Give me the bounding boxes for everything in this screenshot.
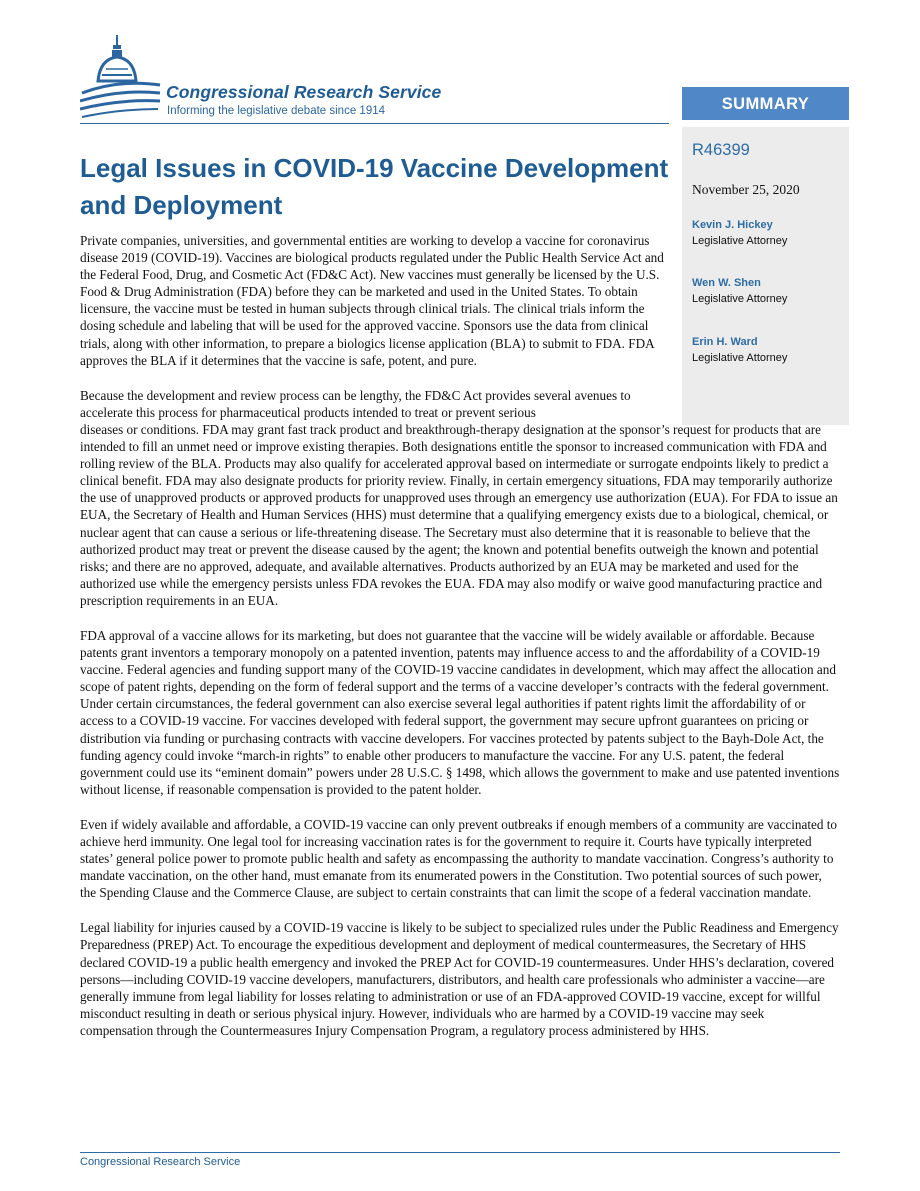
- report-date: November 25, 2020: [692, 182, 800, 197]
- paragraph: Legal liability for injuries caused by a COVID-19 vaccine is likely to be subject to specialized rules under the Public Readiness and Emergency Preparedness (PREP) Act. To encourage the expeditious development and deployment of medical countermeasures, the Secretary of HHS declared COVID-19 a public health emergency and invoked the PREP Act for COVID-19 countermeasures. Under HHS’s declaration, covered persons—including COVID-19 vaccine developers, manufacturers, distributors, and health care professionals who administer a vaccine—are generally immune from legal liability for losses relating to administration or use of an FDA-approved COVID-19 vaccine, except for willful misconduct resulting in death or serious physical injury. However, individuals who are harmed by a COVID-19 vaccine may seek compensation through the Countermeasures Injury Compensation Program, a regulatory process administered by HHS.: [80, 920, 839, 1038]
- footer-label: Congressional Research Service: [80, 1156, 241, 1168]
- org-tagline: Informing the legislative debate since 1914: [167, 105, 386, 117]
- author-name: Kevin J. Hickey: [692, 219, 773, 231]
- paragraph: [80, 387, 840, 609]
- footer-divider: [80, 1152, 840, 1153]
- paragraph: Private companies, universities, and governmental entities are working to develop a vaccine for coronavirus disease 2019 (COVID-19). Vaccines are biological products regulated under the Public Health Service Act and the Federal Food, Drug, and Cosmetic Act (FD&C Act). New vaccines must generally be licensed by the U.S. Food & Drug Administration (FDA) before they can be marketed and used in the United States. To obtain licensure, the vaccine must be tested in human subjects through clinical trials. The clinical trials inform the dosing schedule and labeling that will be used for the approved vaccine. Sponsors use the data from clinical trials, along with other information, to prepare a biologics license application (BLA) to submit to FDA. FDA approves the BLA if it determines that the vaccine is safe, potent, and pure.: [80, 233, 664, 368]
- paragraph: FDA approval of a vaccine allows for its marketing, but does not guarantee that the vaccine will be widely available or affordable. Because patents grant inventors a temporary monopoly on a patented invention, patents may influence access to and the affordability of a COVID-19 vaccine. Federal agencies and funding support many of the COVID-19 vaccine candidates in development, which may affect the allocation and scope of patent rights, depending on the form of federal support and the terms of a vaccine developer’s contracts with the federal government. Under certain circumstances, the federal government can also exercise several legal authorities if patent rights limit the affordability of or access to a COVID-19 vaccine. For vaccines developed with federal support, the government may secure upfront guarantees on pricing or distribution via funding or purchasing contracts with vaccine developers. For vaccines protected by patents subject to the Bayh-Dole Act, the funding agency could invoke “march-in rights” to enable other producers to manufacture the vaccine. For any U.S. patent, the federal government could use its “eminent domain” powers under 28 U.S.C. § 1498, which allows the government to make and use patented inventions without license, if reasonable compensation is provided to the patent holder.: [80, 627, 840, 797]
- summary-label: SUMMARY: [682, 87, 849, 120]
- header-divider: [80, 123, 669, 124]
- author-name: Wen W. Shen: [692, 277, 761, 289]
- author-role: Legislative Attorney: [692, 293, 788, 305]
- page-title: Legal Issues in COVID-19 Vaccine Development and Deployment: [80, 153, 669, 220]
- capitol-dome-icon: [80, 35, 170, 125]
- paragraph: Even if widely available and affordable, a COVID-19 vaccine can only prevent outbreaks if enough members of a community are vaccinated to achieve herd immunity. One legal tool for increasing vaccination rates is for the government to require it. Courts have typically interpreted states’ general police power to promote public health and safety as encompassing the authority to mandate vaccination. Congress’s authority to mandate vaccination, on the other hand, must emanate from its enumerated powers in the Constitution. Two potential sources of such power, the Spending Clause and the Commerce Clause, are subject to certain constraints that can limit the scope of a federal vaccination mandate.: [80, 816, 838, 901]
- paragraph-continuation: diseases or conditions. FDA may grant fast track product and breakthrough-therapy designation at the sponsor’s request for products that are intended to fill an unmet need or improve existing therapies. Both designations entitle the sponsor to increased communication with FDA and rolling review of the BLA. Products may also qualify for accelerated approval based on intermediate or surrogate endpoints likely to predict a clinical benefit. FDA may also designate products for priority review. Finally, in certain emergency situations, FDA may temporarily authorize the use of unapproved products or approved products for unapproved uses through an emergency use authorization (EUA). For FDA to issue an EUA, the Secretary of Health and Human Services (HHS) must determine that a qualifying emergency exists due to a biological, chemical, or nuclear agent that can cause a serious or life-threatening disease. The Secretary must also determine that it is reasonable to believe that the authorized product may treat or prevent the disease caused by the agent; the known and potential benefits outweigh the known and potential risks; and there are no approved, adequate, and available alternatives. Products authorized by an EUA may be marketed and used for the authorized use while the emergency persists unless FDA revokes the EUA. FDA may also modify or waive good manufacturing practice and prescription requirements in an EUA.: [80, 421, 838, 608]
- author-role: Legislative Attorney: [692, 352, 788, 364]
- crs-logo: [80, 35, 480, 125]
- author-name: Erin H. Ward: [692, 336, 758, 348]
- report-number: R46399: [692, 141, 750, 159]
- paragraph-lead: Because the development and review process can be lengthy, the FD&C Act provides several avenues to accelerate this process for pharmaceutical products intended to treat or prevent serious: [80, 387, 631, 420]
- author-role: Legislative Attorney: [692, 235, 788, 247]
- summary-body: [80, 232, 840, 1057]
- org-name: Congressional Research Service: [166, 82, 442, 102]
